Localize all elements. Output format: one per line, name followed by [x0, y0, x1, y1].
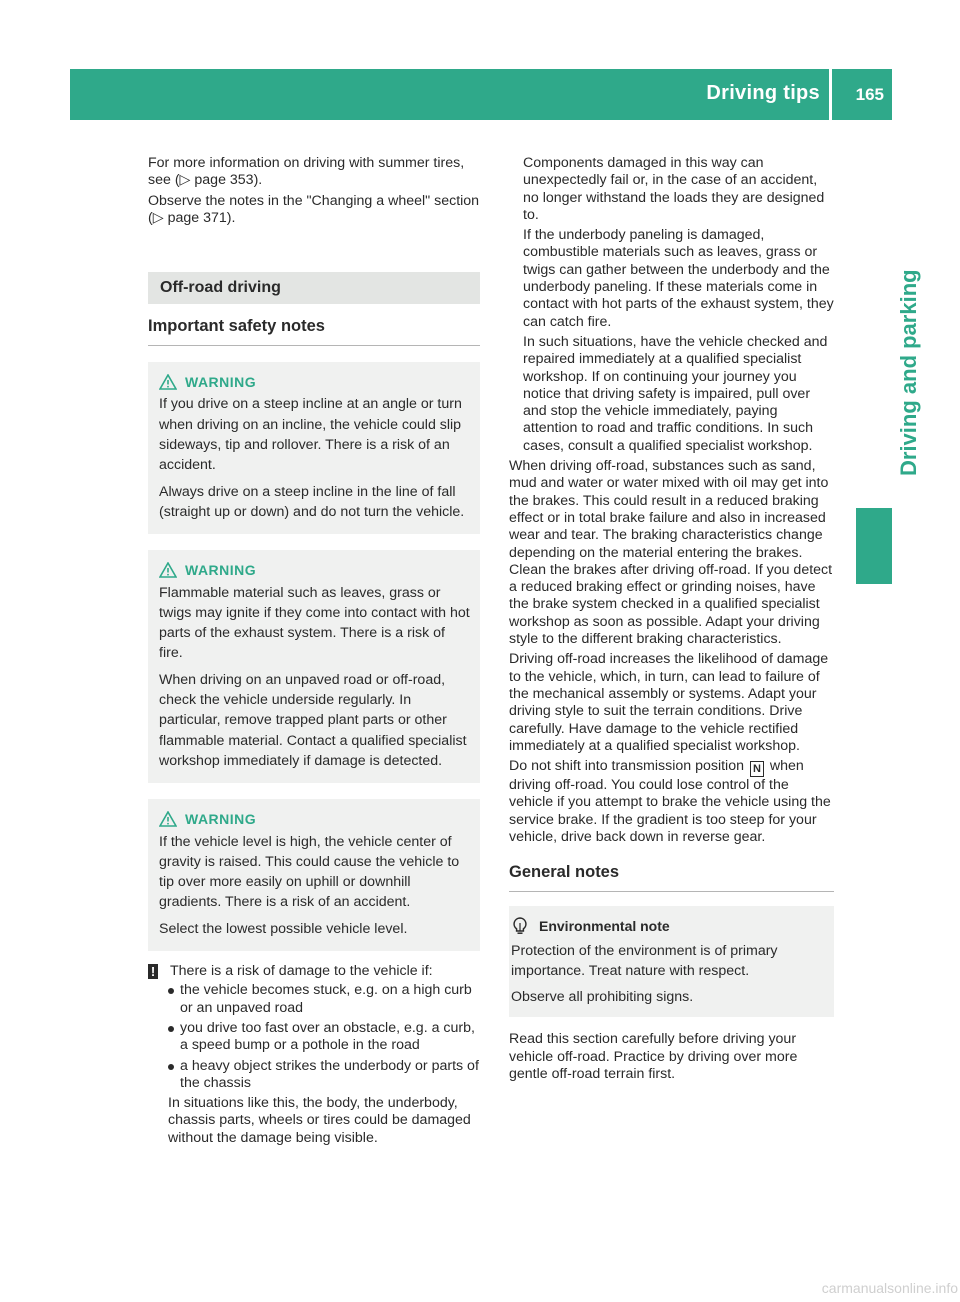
right-column — [509, 155, 834, 1083]
list-item: the vehicle becomes stuck, e.g. on a high curb or an unpaved road — [168, 982, 480, 1017]
environment-note-text: Observe all prohibiting signs. — [511, 989, 694, 1006]
header-divider — [829, 69, 832, 120]
body-text-part: when driving off-road. You could lose control of the vehicle if you attempt to brake the vehicle using the service brake. If the gradient is too steep for your vehicle, drive back down in reverse gear. — [509, 758, 831, 845]
subheading-safety: Important safety notes — [148, 316, 480, 346]
list-item: a heavy object strikes the underbody or parts of the chassis — [168, 1058, 480, 1093]
warning-header — [159, 372, 472, 392]
warning-box-2 — [148, 550, 480, 783]
environment-note-title: Environmental note — [539, 918, 670, 935]
side-tab-label: Driving and parking — [896, 269, 921, 476]
environment-note-header — [511, 916, 826, 936]
warning-text: Always drive on a steep incline in the line of fall (straight up or down) and do not turn the vehicle. — [159, 483, 465, 520]
warning-text: If the vehicle level is high, the vehicle center of gravity is raised. This could cause the vehicle to tip over more easily on uphill or downhill gradients. There is a risk of an accident. — [159, 833, 460, 911]
section-title: Off-road driving — [148, 272, 480, 304]
warning-header — [159, 809, 472, 829]
warning-text: If you drive on a steep incline at an angle or turn when driving on an incline, the vehicle could slip sideways, tip and rollover. There is a risk of an accident. — [159, 396, 462, 474]
left-column — [148, 155, 480, 1147]
page-header — [70, 69, 892, 120]
warning-box-3 — [148, 799, 480, 951]
body-text: Driving off-road increases the likelihood of damage to the vehicle, which, in turn, can lead to failure of the mechanical assembly or systems. Adapt your driving style to suit the terrain conditions. Drive carefully. Have damage to the vehicle rectified immediately at a qualified specialist workshop. — [509, 651, 829, 754]
warning-text: Select the lowest possible vehicle level. — [159, 920, 408, 937]
body-text: Components damaged in this way can unexpectedly fail or, in the case of an accident, no longer withstand the loads they are designed to. — [523, 155, 825, 223]
body-text-part: Do not shift into transmission position — [509, 758, 748, 775]
damage-notice — [148, 963, 480, 980]
warning-header — [159, 560, 472, 580]
header-title: Driving tips — [706, 82, 820, 104]
environment-note-box — [509, 906, 834, 1017]
notice-icon: ! — [148, 964, 158, 979]
page-number: 165 — [855, 85, 884, 104]
watermark: carmanualsonline.info — [821, 1280, 958, 1296]
warning-label: WARNING — [185, 374, 257, 391]
notice-closing: In situations like this, the body, the underbody, chassis parts, wheels or tires could be damaged without the damage being visible. — [168, 1095, 471, 1146]
damage-list — [148, 982, 480, 1092]
body-text: If the underbody paneling is damaged, combustible materials such as leaves, grass or twigs can gather between the underbody and the underbody paneling. If these materials come in contact with hot parts of the exhaust system, they can catch fire. — [523, 227, 834, 330]
warning-icon — [159, 562, 177, 578]
notice-continuation — [509, 155, 834, 455]
body-text: Read this section carefully before driving your vehicle off-road. Practice by driving over more gentle off-road terrain first. — [509, 1031, 798, 1083]
warning-box-1 — [148, 362, 480, 534]
warning-label: WARNING — [185, 562, 257, 579]
environment-note-text: Protection of the environment is of primary importance. Treat nature with respect. — [511, 942, 778, 979]
lightbulb-icon — [511, 916, 529, 936]
body-text — [509, 758, 834, 846]
intro-text-1: For more information on driving with summer tires, see (▷ page 353). — [148, 155, 465, 189]
gear-n-icon: N — [750, 761, 764, 777]
warning-icon — [159, 811, 177, 827]
warning-icon — [159, 374, 177, 390]
warning-label: WARNING — [185, 811, 257, 828]
intro-text-2: Observe the notes in the "Changing a wheel" section (▷ page 371). — [148, 192, 480, 226]
notice-text: There is a risk of damage to the vehicle if: — [170, 963, 433, 980]
warning-text: When driving on an unpaved road or off-road, check the vehicle underside regularly. In particular, remove trapped plant parts or other flammable material. Contact a qualified specialist workshop immediately if damage is detected. — [159, 671, 467, 769]
list-item: you drive too fast over an obstacle, e.g. a curb, a speed bump or a pothole in the road — [168, 1020, 480, 1055]
subheading-general: General notes — [509, 862, 834, 892]
body-text: In such situations, have the vehicle checked and repaired immediately at a qualified specialist workshop. If on continuing your journey you notice that driving safety is impaired, pull over and stop the vehicle immediately, paying attention to road and traffic conditions. In such cases, consult a qualified specialist workshop. — [523, 333, 828, 454]
side-tab-marker — [856, 508, 892, 584]
body-text: When driving off-road, substances such as sand, mud and water or water mixed with oil may get into the brakes. This could result in a reduced braking effect or in total brake failure and also in increased wear and tear. The braking characteristics change depending on the material entering the brakes. Clean the brakes after driving off-road. If you detect a reduced braking effect or grinding noises, have the brake system checked in a qualified specialist workshop as soon as possible. Adapt your driving style to the different braking characteristics. — [509, 458, 833, 648]
warning-text: Flammable material such as leaves, grass or twigs may ignite if they come into contact with hot parts of the exhaust system. There is a risk of fire. — [159, 584, 470, 662]
